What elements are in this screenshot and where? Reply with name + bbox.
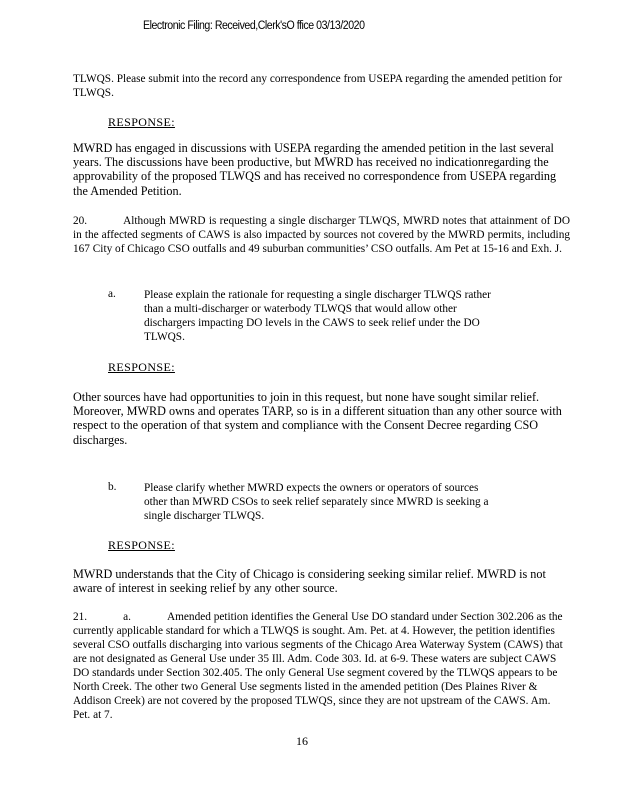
intro-paragraph: TLWQS. Please submit into the record any correspondence from USEPA regarding the amended petition for TLWQS. — [73, 73, 563, 99]
question-20-number: 20. — [73, 215, 88, 227]
question-21a-text: Amended petition identifies the General Use DO standard under Section 302.206 as the currently applicable standard for which a TLWQS is sought. Am. Pet. at 4. However, the petition identifies several CSO outfalls discharging into various segments of the Chicago Area Waterway System (CAWS) that are not designated as General Use under 35 Ill. Adm. Code 303. Id. at 6-9. These waters are subject CAWS DO standards under Section 302.405. The only General Use segment covered by the TLWQS appears to be North Creek. The other two General Use segments listed in the amended petition (Des Plaines River & Addison Creek) are not covered by the proposed TLWQS, since they are not upstream of the CAWS. Am. Pet. at 7. — [73, 611, 563, 721]
question-20-text: Although MWRD is requesting a single discharger TLWQS, MWRD notes that attainment of DO in the affected segments of CAWS is also impacted by sources not covered by the MWRD permits, including 167 City of Chicago CSO outfalls and 49 suburban communities’ CSO outfalls. Am Pet at 15-16 and Exh. J. — [73, 215, 570, 255]
response-heading-1: RESPONSE: — [108, 115, 175, 129]
response-1-paragraph: MWRD has engaged in discussions with USEPA regarding the amended petition in the last several years. The discussions have been productive, but MWRD has received no indicationregarding the approvability of the proposed TLWQS and has received no correspondence from USEPA regarding the Amended Petition. — [73, 141, 557, 198]
electronic-filing-header: Electronic Filing: Received,Clerk'sO ffice 03/13/2020 — [143, 20, 365, 32]
response-heading-3: RESPONSE: — [108, 538, 175, 552]
question-20a-text: Please explain the rationale for requesting a single discharger TLWQS rather than a multi-discharger or waterbody TLWQS that would allow other dischargers impacting DO levels in the CAWS to seek relief under the DO TLWQS. — [144, 289, 491, 343]
page-number: 16 — [296, 734, 308, 748]
response-3-paragraph: MWRD understands that the City of Chicago is considering seeking similar relief. MWRD is not aware of interest in seeking relief by any other source. — [73, 567, 546, 596]
question-21-number: 21. — [73, 611, 88, 623]
question-20a-marker: a. — [108, 288, 116, 300]
response-heading-2: RESPONSE: — [108, 360, 175, 374]
question-20-paragraph — [73, 214, 570, 256]
question-20b-text: Please clarify whether MWRD expects the owners or operators of sources other than MWRD CSOs to seek relief separately since MWRD is seeking a single discharger TLWQS. — [144, 482, 489, 522]
question-21-paragraph — [73, 610, 570, 722]
question-20b-marker: b. — [108, 481, 117, 493]
response-2-paragraph: Other sources have had opportunities to join in this request, but none have sought similar relief. Moreover, MWRD owns and operates TARP, so is in a different situation than any other source with respect to the operation of that system and compliance with the Consent Decree regarding CSO discharges. — [73, 390, 562, 447]
question-21a-marker: a. — [123, 611, 131, 623]
